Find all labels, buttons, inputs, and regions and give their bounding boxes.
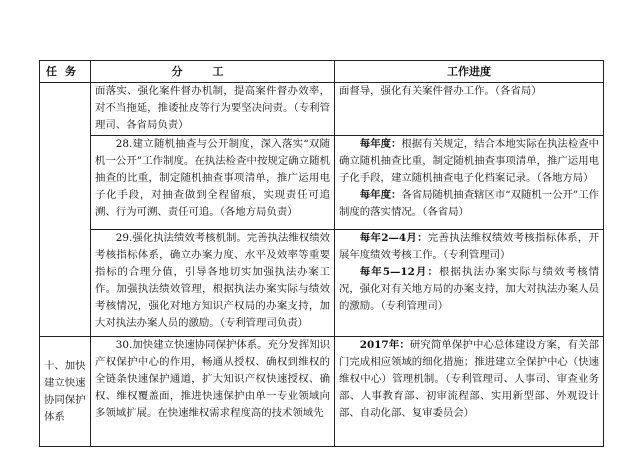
progress-label: 每年度： bbox=[359, 189, 402, 201]
progress-text: 各省局随机抽查辖区市“双随机一公开”工作制度的落实情况。（各省局） bbox=[339, 189, 600, 218]
table-row bbox=[40, 83, 604, 136]
progress-cell bbox=[335, 136, 604, 230]
progress-cell bbox=[335, 337, 604, 447]
division-text: 29.强化执法绩效考核机制。完善执法维权绩效考核指标体系，确立办案力度、水平及效率等重要指标的合理分值，引导各地切实加强执法办案工作。加强执法绩效管理，根据执法办案实际与绩效考核情况，强化对地方知识产权局的办案支持，加大对执法办案人员的激励。（专利管理司负责） bbox=[95, 232, 330, 329]
progress-paragraph bbox=[339, 230, 599, 264]
task-cell: 十、加快建立快速协同保护体系 bbox=[40, 337, 91, 447]
header-division: 分工 bbox=[91, 61, 335, 83]
progress-text: 研究简单保护中心总体建设方案，有关部门完成相应领域的细化措施；推进建立全保护中心（快速维权中心）管理机制。（专利管理司、人事司、审查业务部、人事教育部、初审流程部、实用新型部、外观设计部、自动化部、复审委员会） bbox=[339, 339, 600, 419]
progress-paragraph bbox=[339, 136, 599, 187]
progress-paragraph bbox=[339, 337, 599, 422]
division-cell bbox=[91, 230, 335, 337]
table-header-row bbox=[40, 61, 604, 83]
progress-cell bbox=[335, 230, 604, 337]
division-cell: 面落实、强化案件督办机制，提高案件督办效率，对不当拖延，推诿扯皮等行为要坚决问责。（专利管理司、各省局负责） bbox=[91, 83, 335, 136]
task-division-table bbox=[39, 60, 604, 447]
division-cell bbox=[91, 337, 335, 447]
table-row bbox=[40, 230, 604, 337]
division-text: 30.加快建立快速协同保护体系。充分发挥知识产权保护中心的作用，畅通从授权、确权到维权的全链条快速保护通道，扩大知识产权快速授权、确权、维权覆盖面，推进快速保护由单一专业领域向多领域扩展。在快速维权需求程度高的技术领域先 bbox=[95, 339, 330, 419]
division-cell bbox=[91, 136, 335, 230]
table-row bbox=[40, 136, 604, 230]
progress-text: 完善执法维权绩效考核指标体系，开展年度绩效考核工作。（专利管理司） bbox=[339, 232, 599, 261]
header-task: 任务 bbox=[40, 61, 91, 83]
task-cell-empty bbox=[40, 83, 91, 337]
progress-label: 2017年： bbox=[359, 339, 410, 351]
progress-label: 每年度： bbox=[359, 138, 402, 150]
progress-text: 根据有关规定，结合本地实际在执法检查中确立随机抽查比重，制定随机抽查事项清单，推广运用电子化手段，建立随机抽查电子化档案记录。（各地方局） bbox=[339, 138, 600, 184]
progress-paragraph bbox=[339, 264, 599, 315]
progress-paragraph bbox=[339, 187, 599, 221]
progress-label: 每年5—12月： bbox=[359, 266, 440, 278]
progress-label: 每年2—4月： bbox=[359, 232, 428, 244]
progress-text: 根据执法办案实际与绩效考核情况，强化对有关地方局的办案支持，加大对执法办案人员的激励。（专利管理司） bbox=[339, 266, 599, 312]
progress-cell: 面督导，强化有关案件督办工作。（各省局） bbox=[335, 83, 604, 136]
header-progress: 工作进度 bbox=[335, 61, 604, 83]
division-text: 28.建立随机抽查与公开制度，深入落实“双随机一公开”工作制度。在执法检查中按规定确立随机抽查的比重，制定随机抽查事项清单，推广运用电子化手段，对抽查做到全程留痕，实现责任可追溯、行为可溯、责任可追。（各地方局负责） bbox=[95, 138, 330, 218]
table-row bbox=[40, 337, 604, 447]
